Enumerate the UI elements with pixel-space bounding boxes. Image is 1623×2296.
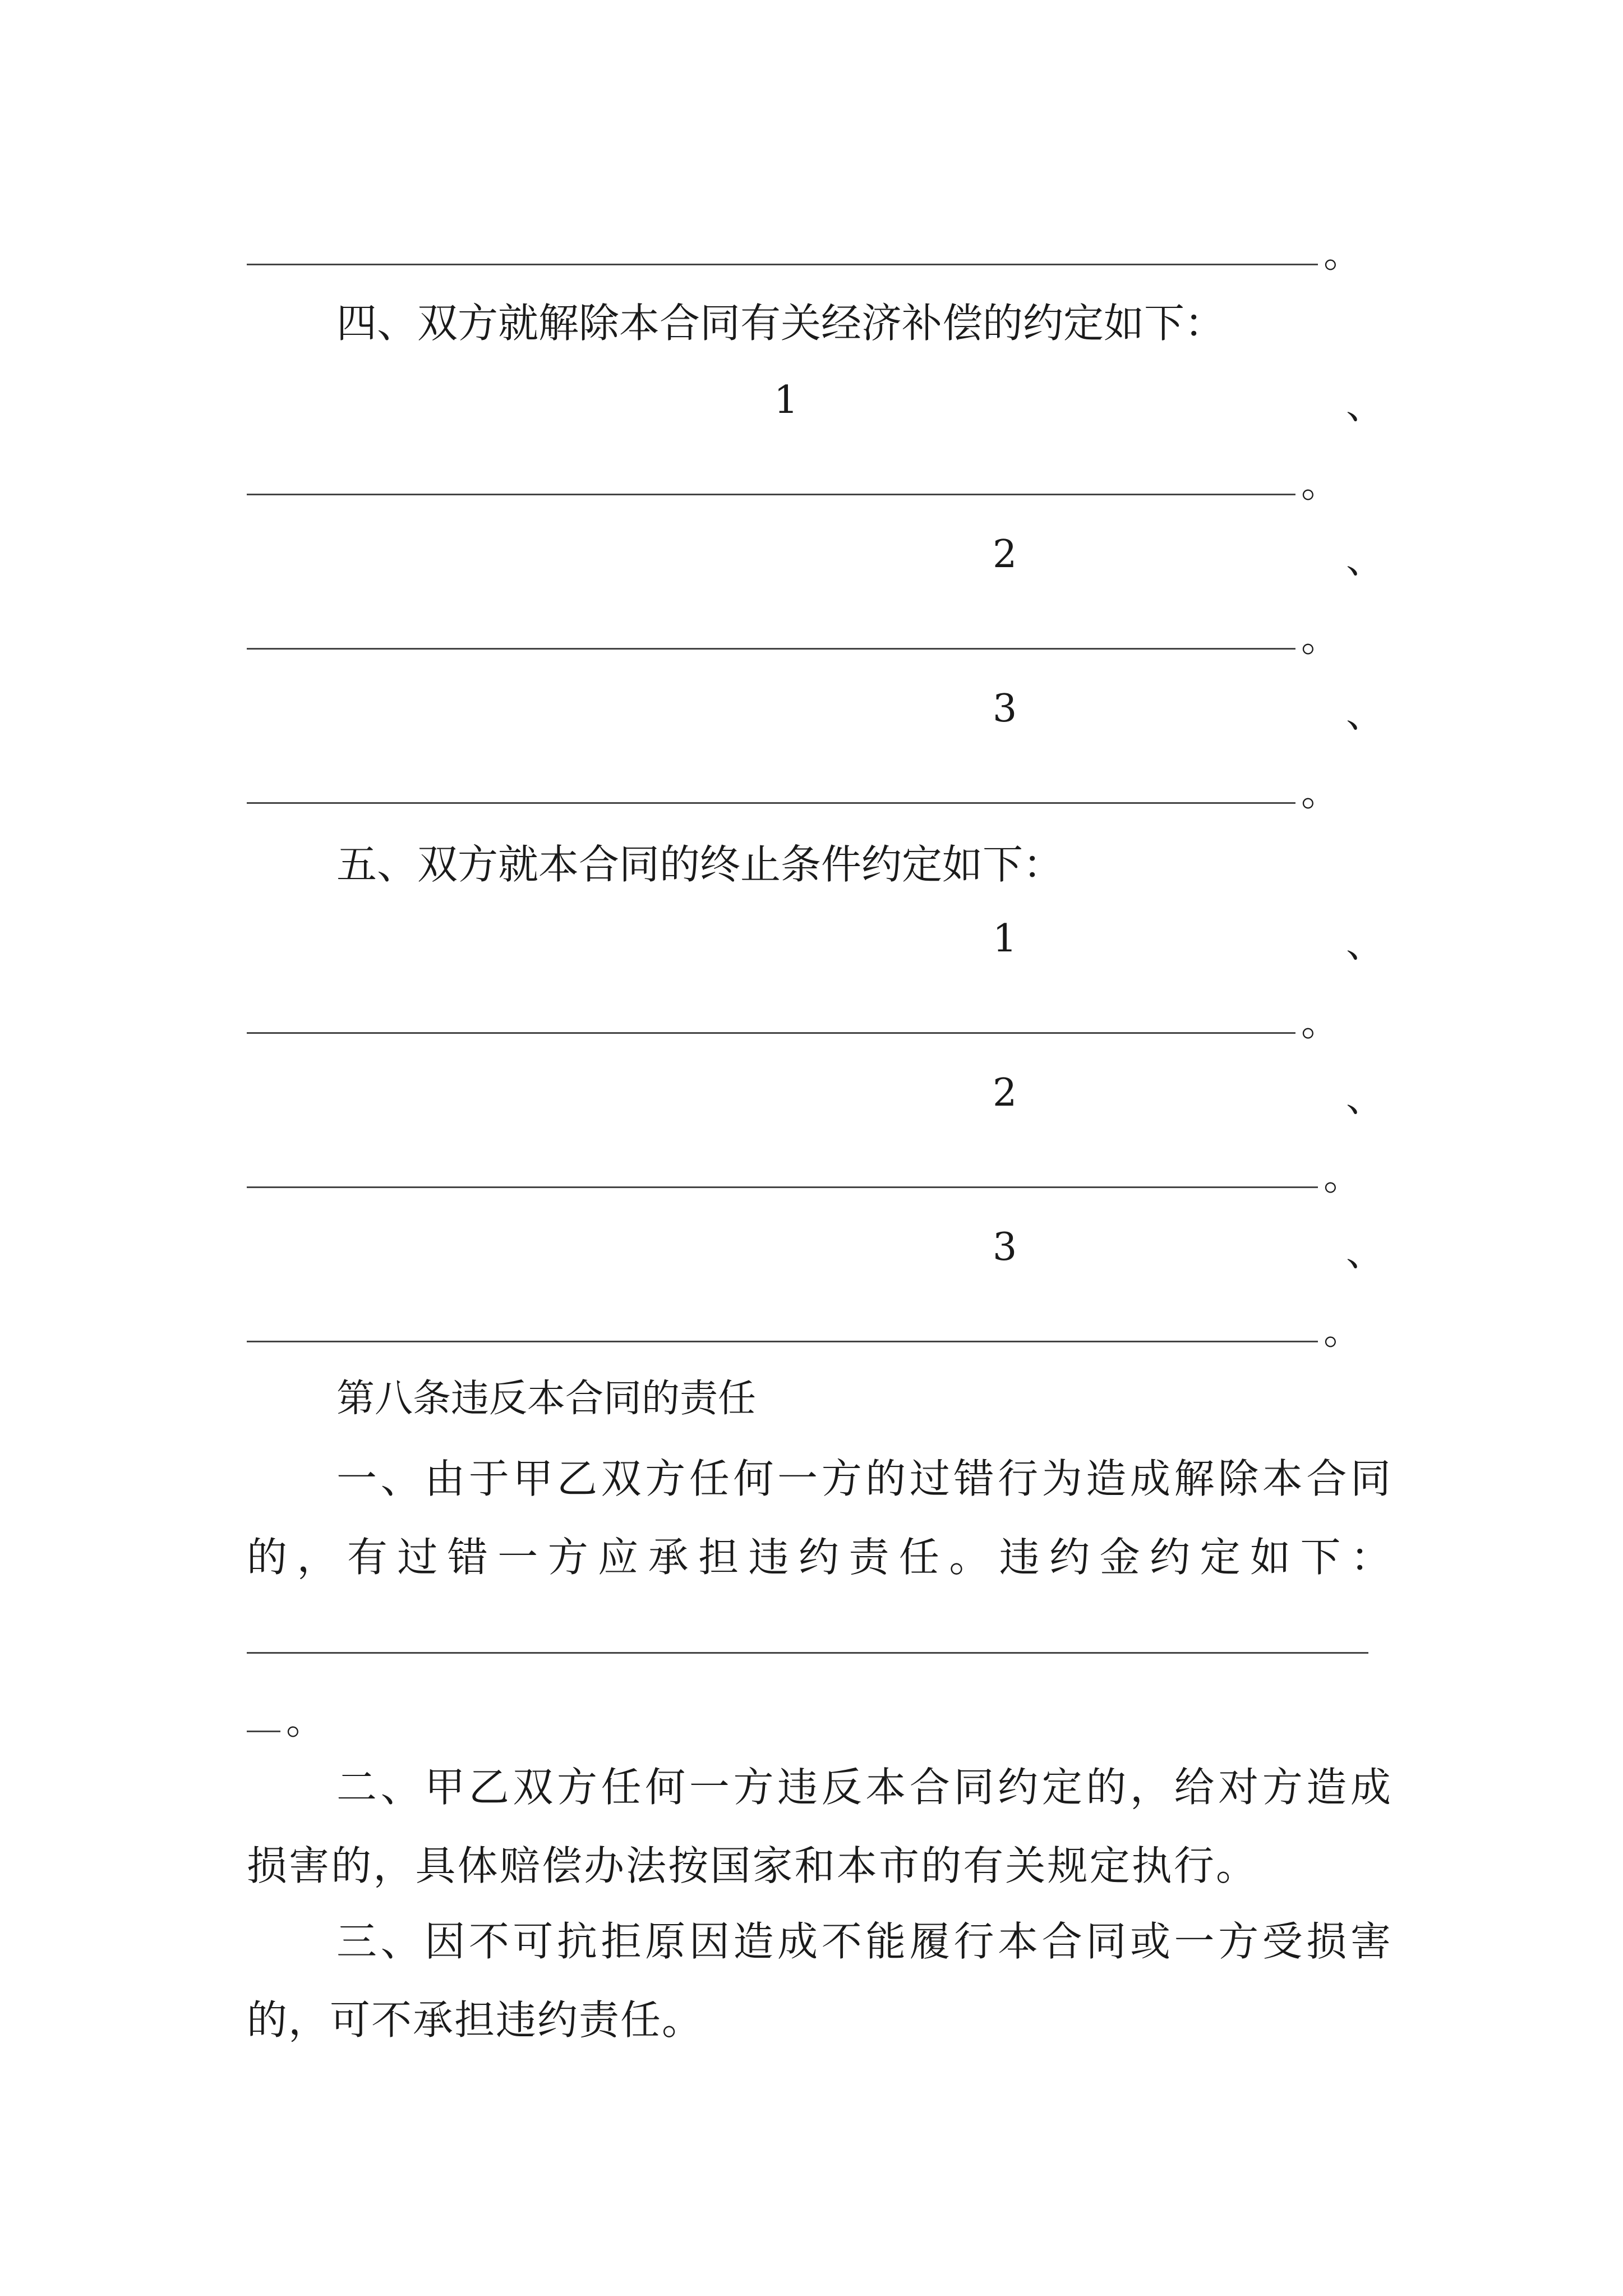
period-mark: 。 (1301, 1001, 1340, 1045)
period-mark: 。 (1324, 1309, 1362, 1354)
item-number: 3 (993, 687, 1017, 731)
fill-blank-line[interactable] (247, 1341, 1318, 1342)
article-8-paragraph-1-line-2: 的，有过错一方应承担违约责任。违约金约定如下： (247, 1534, 1391, 1581)
fill-blank-line-short[interactable] (247, 1731, 280, 1732)
period-mark: 。 (1301, 462, 1340, 507)
item-number: 2 (993, 532, 1017, 577)
article-8-paragraph-1-line-1: 一、由于甲乙双方任何一方的过错行为造成解除本合同 (336, 1455, 1391, 1502)
fill-blank-line[interactable] (247, 264, 1318, 265)
item-number: 2 (993, 1071, 1017, 1115)
enumeration-comma: 、 (1346, 692, 1385, 737)
period-mark: 。 (286, 1699, 325, 1743)
fill-blank-line[interactable] (247, 1652, 1368, 1654)
period-mark: 。 (1324, 232, 1362, 277)
article-8-paragraph-2-line-2: 损害的，具体赔偿办法按国家和本市的有关规定执行。 (247, 1842, 1256, 1889)
period-mark: 。 (1324, 1155, 1362, 1199)
enumeration-comma: 、 (1346, 538, 1385, 582)
enumeration-comma: 、 (1346, 922, 1385, 967)
period-mark: 。 (1301, 616, 1340, 661)
period-mark: 。 (1301, 771, 1340, 815)
fill-blank-line[interactable] (247, 494, 1295, 495)
item-number: 1 (993, 917, 1017, 961)
fill-blank-line[interactable] (247, 1032, 1295, 1034)
enumeration-comma: 、 (1346, 1076, 1385, 1121)
enumeration-comma: 、 (1346, 1231, 1385, 1275)
section-4-heading: 四、双方就解除本合同有关经济补偿的约定如下： (336, 300, 1225, 347)
fill-blank-line[interactable] (247, 1186, 1318, 1188)
article-8-paragraph-2-line-1: 二、甲乙双方任何一方违反本合同约定的，给对方造成 (336, 1764, 1391, 1811)
section-5-heading: 五、双方就本合同的终止条件约定如下： (336, 841, 1064, 888)
article-8-title: 第八条违反本合同的责任 (336, 1377, 757, 1421)
enumeration-comma: 、 (1346, 384, 1385, 428)
item-number: 1 (774, 378, 799, 422)
fill-blank-line[interactable] (247, 802, 1295, 804)
item-number: 3 (993, 1225, 1017, 1269)
fill-blank-line[interactable] (247, 648, 1295, 650)
article-8-paragraph-3-line-2: 的，可不承担违约责任。 (247, 1996, 704, 2044)
article-8-paragraph-3-line-1: 三、因不可抗拒原因造成不能履行本合同或一方受损害 (336, 1918, 1391, 1965)
